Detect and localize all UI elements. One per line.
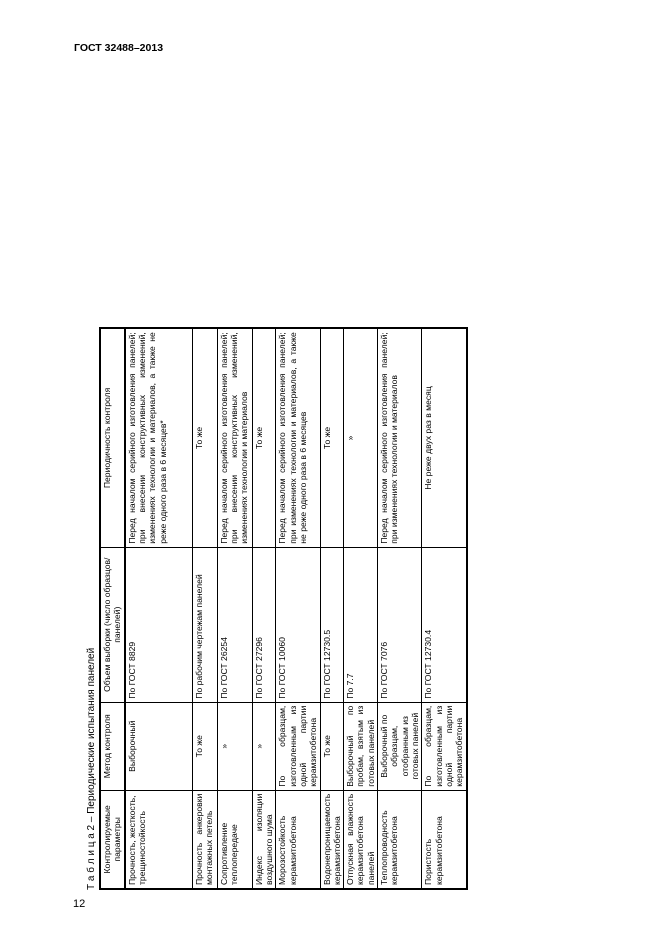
cell-method: Выборочный по пробам, взятым из готовых панелей (344, 702, 378, 790)
column-header: Контролируемые параметры (100, 790, 125, 889)
cell-param: Прочность анкеровки монтажных петель (192, 790, 217, 889)
cell-period: То же (320, 328, 344, 547)
table-header-row (100, 328, 125, 889)
table-row (378, 328, 422, 889)
cell-period: То же (192, 328, 217, 547)
cell-param: Водонепроницаемость керамзитобетона (320, 790, 344, 889)
page-number: 12 (73, 898, 86, 910)
cell-method: По образцам, изготовленным из одной партии керамзитобетона (276, 702, 320, 790)
cell-period: То же (252, 328, 276, 547)
table-caption: Т а б л и ц а 2 – Периодические испытания панелей (86, 647, 97, 890)
cell-method: То же (192, 702, 217, 790)
cell-sample: По 7.7 (344, 547, 378, 702)
cell-param: Теплопроводность керамзитобетона (378, 790, 422, 889)
cell-sample: По ГОСТ 10060 (276, 547, 320, 702)
table-row (252, 328, 276, 889)
cell-method: » (217, 702, 252, 790)
cell-method: То же (320, 702, 344, 790)
cell-param: Отпускная влажность керамзитобетона панелей (344, 790, 378, 889)
cell-sample: По ГОСТ 12730.4 (422, 547, 467, 702)
table-row (422, 328, 467, 889)
cell-period: Перед началом серийного изготовления панелей; при внесении конструктивных изменений, изменениях технологии и материалов (217, 328, 252, 547)
cell-period: Перед началом серийного изготовления панелей; при изменениях технологии и материалов (378, 328, 422, 547)
cell-sample: По ГОСТ 8829 (125, 547, 193, 702)
cell-period: Перед началом серийного изготовления панелей; при внесении конструктивных изменений, изменениях технологии и материалов, а также не реже одного раза в 6 месяцев* (125, 328, 193, 547)
table-row (320, 328, 344, 889)
cell-param: Сопротивление теплопередаче (217, 790, 252, 889)
cell-method: Выборочный (125, 702, 193, 790)
cell-method: » (252, 702, 276, 790)
rotated-table-block (41, 50, 465, 890)
cell-method: По образцам, изготовленным из одной партии керамзитобетона (422, 702, 467, 790)
cell-period: » (344, 328, 378, 547)
table-row (125, 328, 193, 889)
cell-sample: По ГОСТ 12730.5 (320, 547, 344, 702)
cell-param: Прочность, жесткость, трещиностойкость (125, 790, 193, 889)
table-row (276, 328, 320, 889)
cell-period: Перед началом серийного изготовления панелей; при изменениях технологии и материалов, а также не реже одного раза в 6 месяцев (276, 328, 320, 547)
column-header: Объем выборки (число образцов/панелей) (100, 547, 125, 702)
table-row (344, 328, 378, 889)
table-row (217, 328, 252, 889)
cell-sample: По ГОСТ 26254 (217, 547, 252, 702)
cell-param: Морозостойкость керамзитобетона (276, 790, 320, 889)
cell-sample: По ГОСТ 27296 (252, 547, 276, 702)
column-header: Периодичность контроля (100, 328, 125, 547)
cell-sample: По рабочим чертежам панелей (192, 547, 217, 702)
table-row (192, 328, 217, 889)
cell-method: Выборочный по образцам, отобранным из готовых панелей (378, 702, 422, 790)
periodic-tests-table (99, 327, 468, 890)
cell-period: Не реже двух раз в месяц (422, 328, 467, 547)
cell-param: Пористость керамзитобетона (422, 790, 467, 889)
cell-param: Индекс изоляции воздушного шума (252, 790, 276, 889)
column-header: Метод контроля (100, 702, 125, 790)
cell-sample: По ГОСТ 7076 (378, 547, 422, 702)
standard-designation: ГОСТ 32488–2013 (74, 42, 164, 54)
